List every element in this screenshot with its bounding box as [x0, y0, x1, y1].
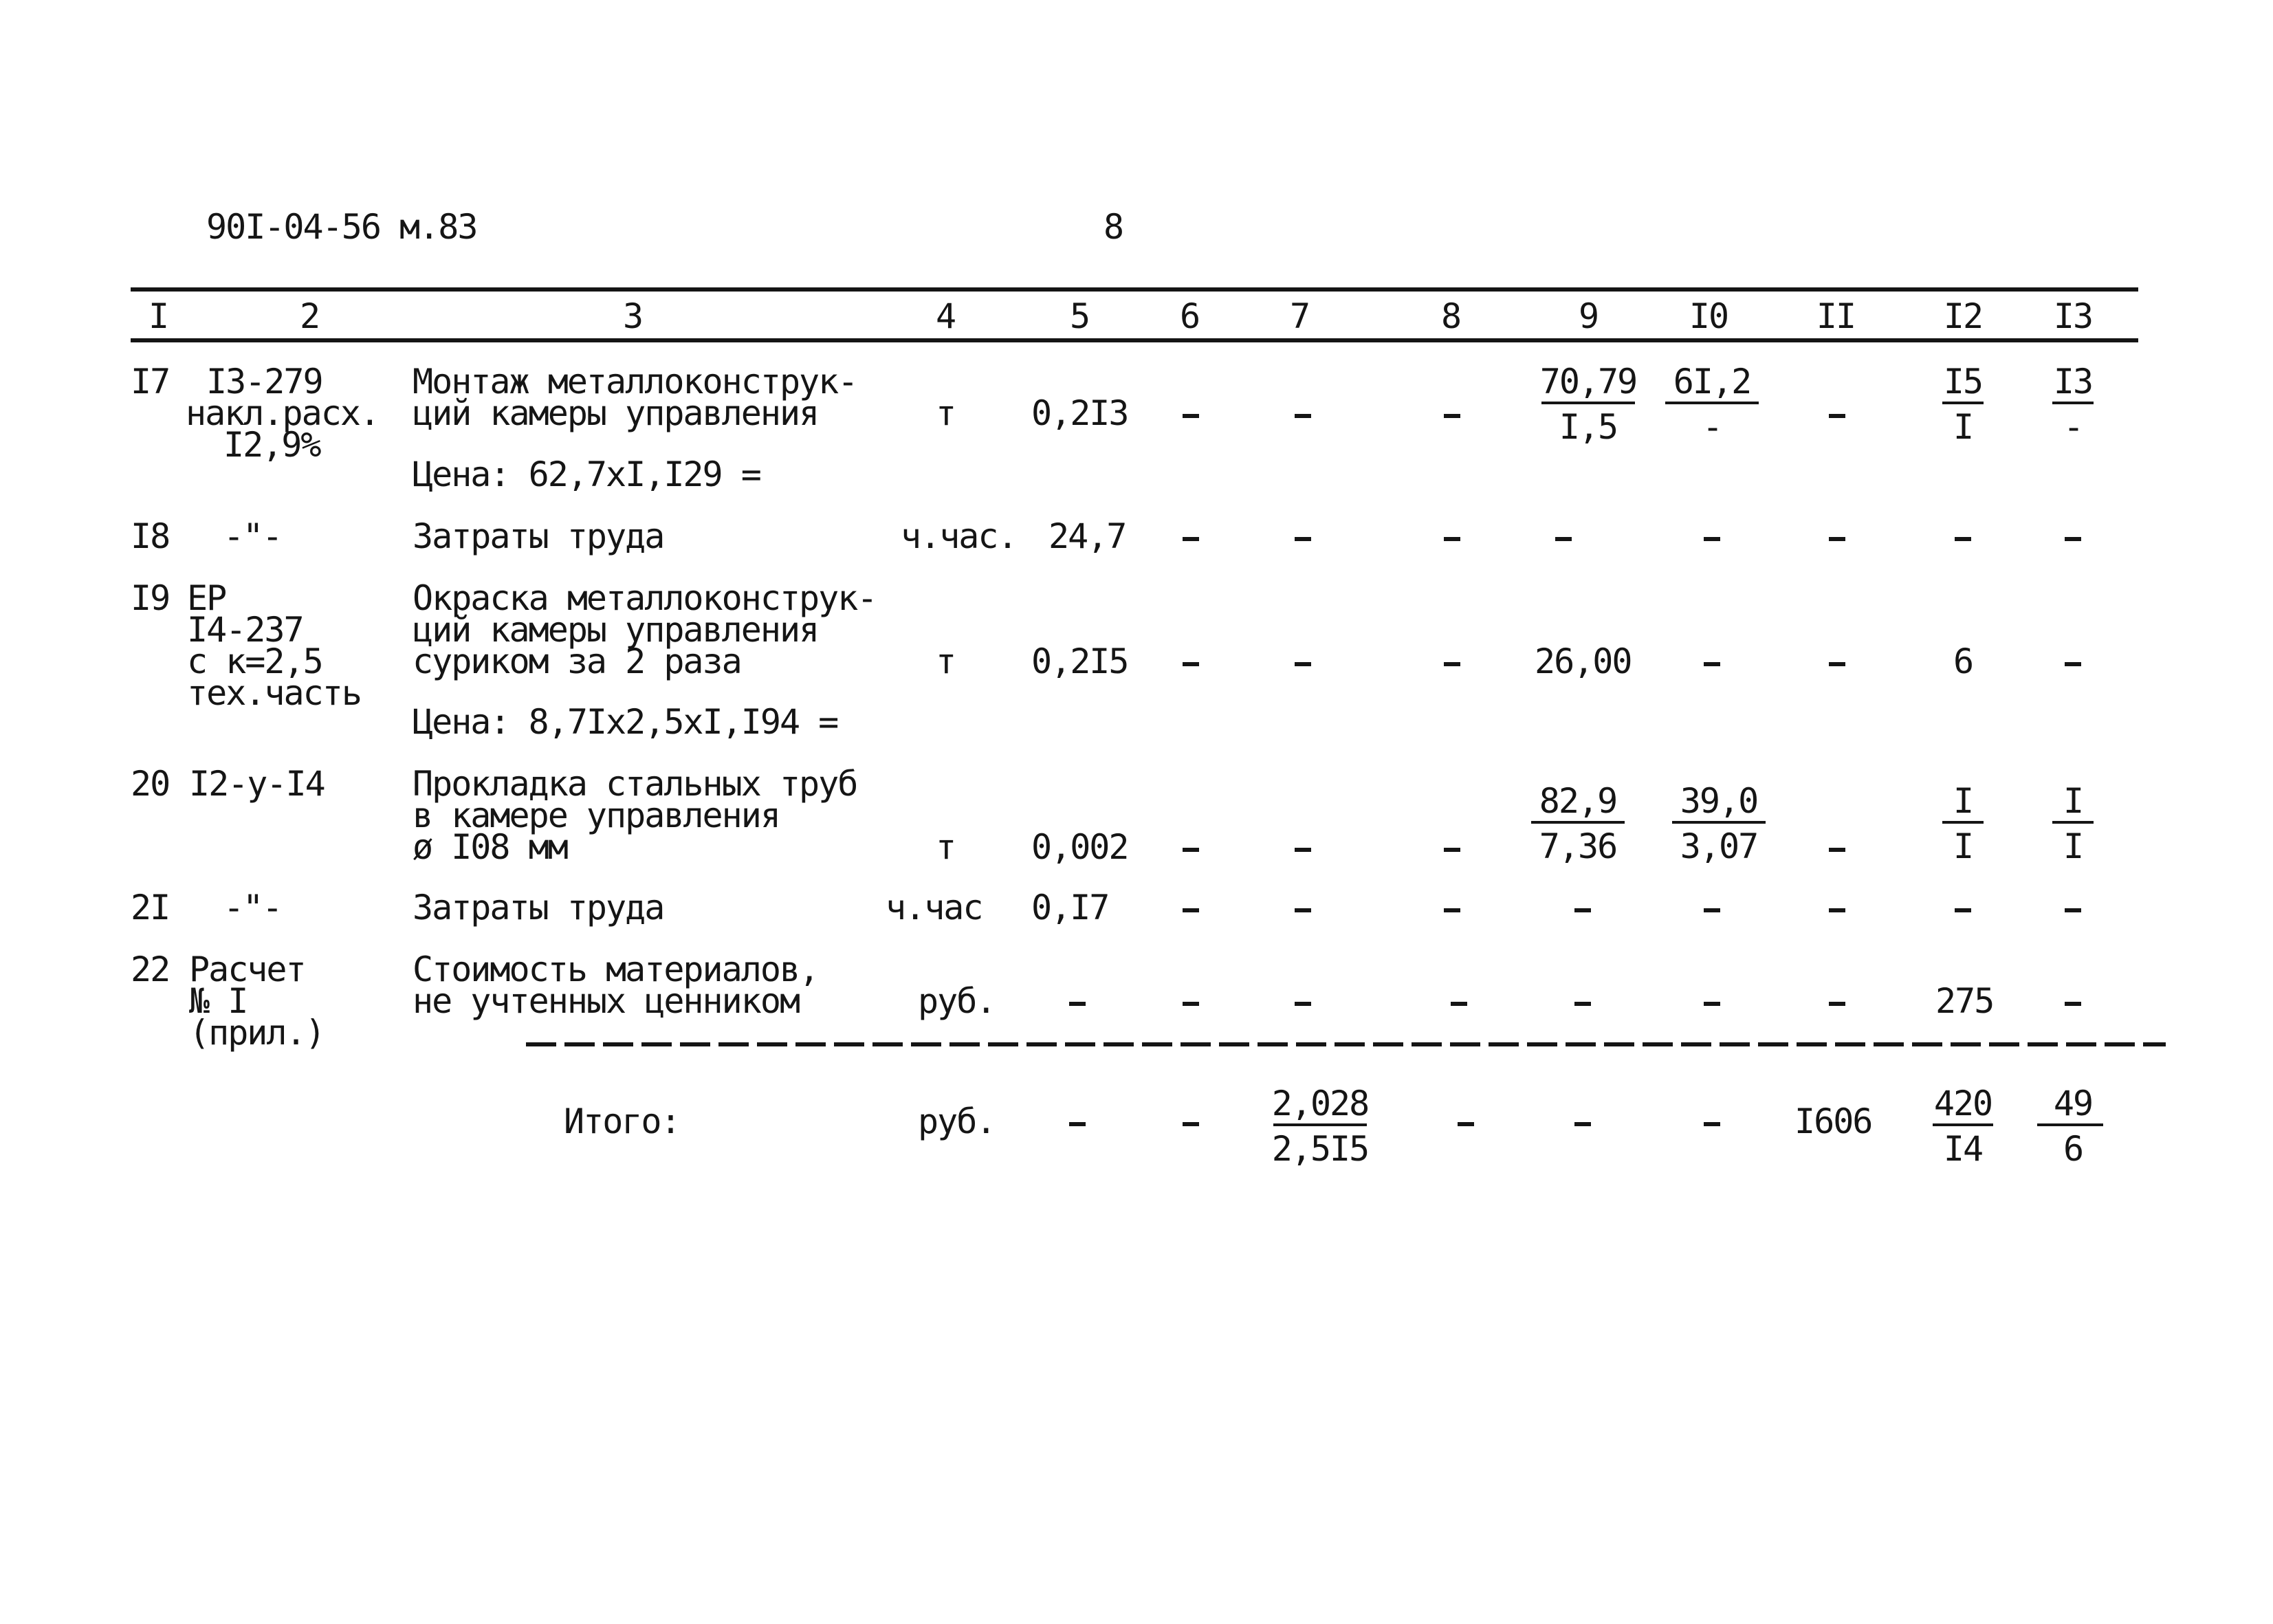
row-value-col9: 26,00	[1535, 641, 1632, 681]
fraction-cell	[1265, 1084, 1375, 1169]
empty-cell-dash	[1704, 1122, 1720, 1126]
empty-cell-dash	[1295, 908, 1311, 912]
row-code-line: I2,9%	[223, 425, 320, 465]
page-number: 8	[1103, 207, 1123, 247]
empty-cell-dash	[1295, 662, 1311, 666]
fraction-numerator: I3	[2053, 362, 2093, 402]
row-description-line: Стоимость материалов,	[413, 950, 819, 989]
empty-cell-dash	[1955, 537, 1971, 541]
row-description: Затраты труда	[413, 888, 664, 928]
document-code: 90I-04-56 м.83	[206, 207, 477, 247]
empty-cell-dash	[1295, 848, 1311, 852]
empty-cell-dash	[1704, 662, 1720, 666]
row-code-line: (прил.)	[189, 1013, 325, 1053]
row-code-line: тех.часть	[187, 673, 361, 713]
row-quantity: 0,I7	[1031, 888, 1109, 928]
fraction-denominator: 7,36	[1539, 826, 1617, 866]
row-code-line: № I	[189, 981, 248, 1021]
row-unit: т	[935, 827, 956, 867]
empty-cell-dash	[1574, 908, 1591, 912]
row-code-line: накл.расх.	[186, 393, 380, 433]
empty-cell-dash	[1829, 662, 1845, 666]
row-description-line: ø I08 мм	[413, 827, 567, 867]
empty-cell-dash	[1183, 1122, 1199, 1126]
empty-cell-dash	[1829, 537, 1845, 541]
empty-cell-dash	[1069, 1002, 1086, 1006]
empty-cell-dash	[1295, 537, 1311, 541]
row-description: Затраты труда	[413, 516, 664, 556]
column-header-1: I	[148, 296, 168, 336]
fraction-cell	[1664, 781, 1774, 866]
column-header-10: I0	[1689, 296, 1728, 336]
fraction-denominator: I	[1953, 826, 1973, 866]
row-code-line: Расчет	[189, 950, 305, 989]
fraction-numerator: 2,028	[1271, 1084, 1369, 1123]
row-quantity: 0,002	[1031, 827, 1128, 867]
empty-cell-dash	[1704, 908, 1720, 912]
column-header-3: 3	[622, 296, 643, 336]
total-label: Итого:	[564, 1101, 680, 1141]
row-code-line: с к=2,5	[187, 641, 322, 681]
column-header-11: II	[1816, 296, 1856, 336]
fraction-numerator: 6I,2	[1673, 362, 1751, 402]
fraction-cell	[1908, 1084, 2018, 1169]
fraction-numerator: 70,79	[1539, 362, 1637, 402]
empty-cell-dash	[1183, 908, 1199, 912]
fraction-cell	[2018, 781, 2128, 866]
row-number: 2I	[131, 888, 170, 928]
empty-cell-dash	[1829, 1002, 1845, 1006]
empty-cell-dash	[1183, 414, 1199, 418]
row-unit: ч.час.	[901, 516, 1017, 556]
fraction-numerator: 39,0	[1680, 781, 1758, 821]
empty-cell-dash	[1574, 1122, 1591, 1126]
fraction-numerator: I	[2063, 781, 2083, 821]
row-code-line: I3-279	[206, 362, 322, 402]
fraction-denominator: 2,5I5	[1271, 1129, 1369, 1169]
empty-cell-dash	[2065, 1002, 2081, 1006]
empty-cell-dash	[1295, 1002, 1311, 1006]
row-unit: т	[935, 393, 956, 433]
row-value-col12: 275	[1935, 981, 1994, 1021]
row-code-line: ЕР	[187, 578, 226, 618]
empty-cell-dash	[1183, 662, 1199, 666]
row-quantity: 0,2I5	[1031, 641, 1128, 681]
empty-cell-dash	[1829, 848, 1845, 852]
fraction-denominator: I,5	[1559, 407, 1618, 447]
total-value-col11: I606	[1794, 1101, 1872, 1141]
empty-cell-dash	[1829, 908, 1845, 912]
row-number: 20	[131, 764, 170, 804]
empty-cell-dash	[1295, 414, 1311, 418]
row-number: I9	[131, 578, 170, 618]
empty-cell-dash	[1069, 1122, 1086, 1126]
row-code-line: I4-237	[187, 610, 303, 650]
fraction-numerator: 82,9	[1539, 781, 1617, 821]
row-description-line: Окраска металлоконструк-	[413, 578, 877, 618]
empty-cell-dash	[1183, 848, 1199, 852]
row-value-col12: 6	[1953, 641, 1973, 681]
row-description-line: ций камеры управления	[413, 393, 819, 433]
fraction-cell	[1908, 362, 2018, 447]
fraction-cell	[2018, 362, 2128, 447]
fraction-denominator: 6	[2063, 1129, 2083, 1169]
row-code: -"-	[223, 516, 282, 556]
empty-cell-dash	[2065, 908, 2081, 912]
row-description-line: не учтенных ценником	[413, 981, 800, 1021]
row-code: -"-	[223, 888, 282, 928]
price-note: Цена: 8,7Iх2,5хI,I94 =	[413, 702, 838, 742]
empty-cell-dash	[2065, 537, 2081, 541]
row-description-line: Монтаж металлоконструк-	[413, 362, 857, 402]
empty-cell-dash	[1444, 537, 1460, 541]
row-description-line: в камере управления	[413, 795, 780, 835]
fraction-numerator: I5	[1943, 362, 1983, 402]
price-note: Цена: 62,7хI,I29 =	[413, 454, 760, 494]
row-description-line: Прокладка стальных труб	[413, 764, 857, 804]
empty-cell-dash	[1183, 537, 1199, 541]
empty-cell-dash	[1829, 414, 1845, 418]
fraction-denominator: 3,07	[1680, 826, 1758, 866]
column-header-9: 9	[1578, 296, 1599, 336]
fraction-cell	[1908, 781, 2018, 866]
header-rule	[131, 338, 2138, 342]
empty-cell-dash	[1444, 662, 1460, 666]
empty-cell-dash	[1704, 537, 1720, 541]
column-header-7: 7	[1289, 296, 1310, 336]
fraction-denominator: I4	[1943, 1129, 1983, 1169]
empty-cell-dash	[1444, 908, 1460, 912]
empty-cell-dash	[1704, 1002, 1720, 1006]
column-header-6: 6	[1179, 296, 1200, 336]
fraction-denominator: -	[2063, 407, 2083, 447]
column-header-4: 4	[935, 296, 956, 336]
empty-cell-dash	[1555, 537, 1572, 541]
fraction-cell	[1657, 362, 1767, 447]
column-header-13: I3	[2053, 296, 2093, 336]
row-code: I2-у-I4	[189, 764, 325, 804]
fraction-denominator: -	[1702, 407, 1722, 447]
empty-cell-dash	[1444, 414, 1460, 418]
column-header-8: 8	[1440, 296, 1461, 336]
row-number: I8	[131, 516, 170, 556]
empty-cell-dash	[1955, 908, 1971, 912]
row-unit: т	[935, 641, 956, 681]
total-separator	[526, 1042, 2166, 1046]
fraction-numerator: 49	[2053, 1084, 2093, 1123]
fraction-numerator: I	[1953, 781, 1973, 821]
fraction-denominator: I	[1953, 407, 1973, 447]
row-unit: ч.час	[886, 888, 982, 928]
empty-cell-dash	[1458, 1122, 1474, 1126]
total-unit: руб.	[918, 1101, 996, 1141]
row-description-line: ций камеры управления	[413, 610, 819, 650]
row-quantity: 0,2I3	[1031, 393, 1128, 433]
empty-cell-dash	[1574, 1002, 1591, 1006]
column-header-12: I2	[1943, 296, 1983, 336]
row-unit: руб.	[918, 981, 996, 1021]
row-description-line: суриком за 2 раза	[413, 641, 741, 681]
empty-cell-dash	[1183, 1002, 1199, 1006]
fraction-numerator: 420	[1933, 1084, 1992, 1123]
empty-cell-dash	[1444, 848, 1460, 852]
empty-cell-dash	[1451, 1002, 1467, 1006]
fraction-cell	[2018, 1084, 2128, 1169]
column-header-5: 5	[1069, 296, 1090, 336]
row-number: 22	[131, 950, 170, 989]
top-rule	[131, 287, 2138, 292]
empty-cell-dash	[2065, 662, 2081, 666]
row-quantity: 24,7	[1048, 516, 1126, 556]
column-header-2: 2	[299, 296, 320, 336]
fraction-denominator: I	[2063, 826, 2083, 866]
fraction-cell	[1533, 362, 1643, 447]
fraction-cell	[1523, 781, 1633, 866]
row-number: I7	[131, 362, 170, 402]
